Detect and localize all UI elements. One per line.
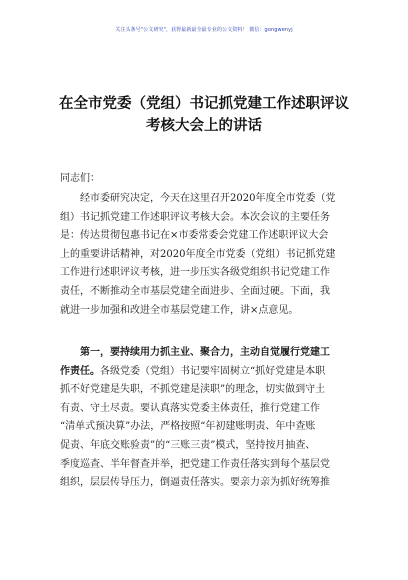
paragraph-line: 上的重要讲话精神，对2020年度全市党委（党组）书记抓党建 [60, 248, 336, 260]
salutation: 同志们： [60, 173, 100, 184]
paragraph-line: “清单式预决算”办法，严格按照“年初建账明责、年中查账 [60, 421, 316, 433]
paragraph-line: 责任，不断推动全市基层党建全面进步、全面过硬。下面，我 [60, 285, 330, 297]
section-heading-line: 第一，要持续用力抓主业、聚合力，主动自觉履行党建工 [80, 347, 330, 358]
paragraph-line: 经市委研究决定，今天在这里召开2020年度全市党委（党 [80, 193, 336, 204]
paragraph-line: 组织，层层传导压力，倒逼责任落实。要亲力亲为抓好统筹推 [60, 477, 330, 489]
title-line-2: 考核大会上的讲话 [146, 118, 262, 134]
paragraph-line: 工作进行述职评议考核，进一步压实各级党组织书记党建工作 [60, 267, 330, 279]
paragraph-line: 是：传达贯彻包惠书记在×市委常委会党建工作述职评议大会 [60, 230, 329, 242]
paragraph-line [60, 363, 350, 382]
paragraph-line: 组）书记抓党建工作述职评议考核大会。本次会议的主要任务 [60, 211, 330, 223]
paragraph-text: 各级党委（党组）书记要牢固树立“抓好党建是本职 [100, 365, 326, 377]
title-line-1: 在全市党委（党组）书记抓党建工作述职评议 [59, 96, 349, 112]
document-title [40, 93, 368, 137]
paragraph-line: 抓不好党建是失职，不抓党建是渎职”的理念，切实做到守土 [60, 384, 326, 396]
section-heading-tail: 作责任。 [60, 365, 100, 377]
paragraph-line: 促责、年底交账验责”的“三账三责”模式，坚持按月抽查、 [60, 439, 316, 451]
paragraph-1 [60, 190, 350, 320]
header-banner: 关注头条号"公文研究"，获得最新最全最专业的公文资料！ 微信：gongwenyj [115, 27, 293, 33]
paragraph-line: 有责、守土尽责。要认真落实党委主体责任，推行党建工作 [60, 402, 320, 414]
paragraph-line: 季度巡查、半年督查并举，把党建工作责任落实到每个基层党 [60, 458, 330, 470]
paragraph-2 [60, 344, 350, 493]
paragraph-line: 就进一步加强和改进全市基层党建工作，讲×点意见。 [60, 304, 299, 316]
